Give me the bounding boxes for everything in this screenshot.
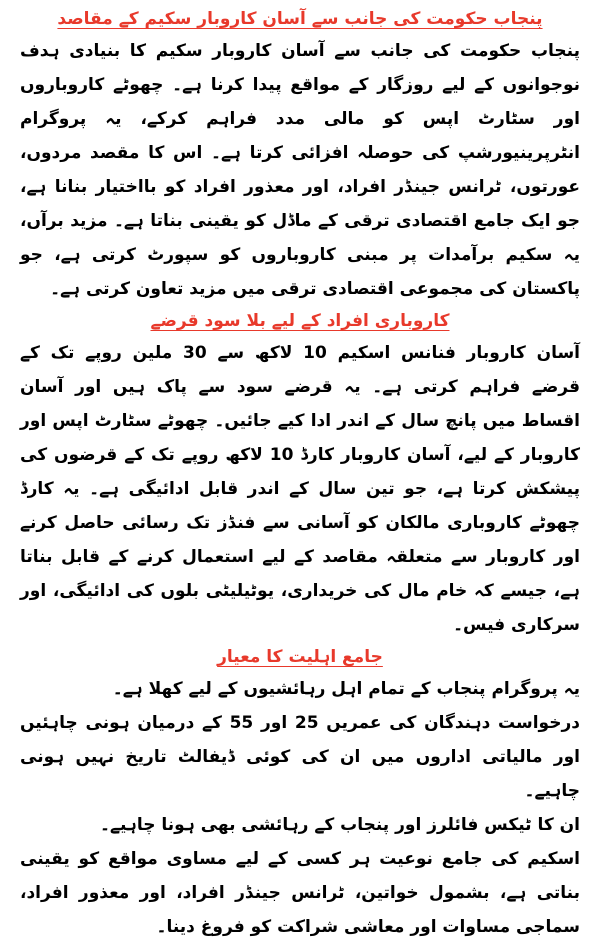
- eligibility-item: درخواست دہندگان کی عمریں 25 اور 55 کے درمیان ہونی چاہئیں اور مالیاتی اداروں میں ان کی کوئی ڈیفالٹ تاریخ نہیں ہونی چاہیے۔: [20, 713, 580, 801]
- section-heading-objectives-text: پنجاب حکومت کی جانب سے آسان کاروبار سکیم کے مقاصد: [57, 9, 543, 29]
- section-heading-loans: [20, 306, 580, 336]
- section-heading-eligibility-text: جامع اہلیت کا معیار: [217, 647, 383, 667]
- eligibility-item: یہ پروگرام پنجاب کے تمام اہل رہائشیوں کے لیے کھلا ہے۔: [112, 679, 580, 699]
- objectives-paragraph: پنجاب حکومت کی جانب سے آسان کاروبار سکیم کا بنیادی ہدف نوجوانوں کے لیے روزگار کے مواقع پیدا کرنا ہے۔ چھوٹے کاروباروں اور سٹارٹ اپس کو مالی مدد فراہم کرکے، یہ پروگرام انٹرپرینیورشپ کی حوصلہ افزائی کرتا ہے۔ اس کا مقصد مردوں، عورتوں، ٹرانس جینڈر افراد، اور معذور افراد کو بااختیار بنانا ہے، جو ایک جامع اقتصادی ترقی کے ماڈل کو یقینی بناتا ہے۔ مزید برآں، یہ سکیم برآمدات پر مبنی کاروباروں کو سپورٹ کرتی ہے، جو پاکستان کی مجموعی اقتصادی ترقی میں مزید تعاون کرتی ہے۔: [20, 41, 580, 299]
- section-heading-loans-text: کاروباری افراد کے لیے بلا سود قرضے: [150, 311, 450, 331]
- eligibility-item: ان کا ٹیکس فائلرز اور پنجاب کے رہائشی بھی ہونا چاہیے۔: [100, 815, 580, 835]
- eligibility-list: [20, 672, 580, 944]
- section-heading-eligibility: [20, 642, 580, 672]
- section-heading-objectives: [20, 4, 580, 34]
- eligibility-item: اسکیم کی جامع نوعیت ہر کسی کے لیے مساوی مواقع کو یقینی بناتی ہے، بشمول خواتین، ٹرانس جینڈر افراد، اور معذور افراد، سماجی مساوات اور معاشی شراکت کو فروغ دینا۔: [20, 849, 580, 937]
- loans-paragraph: آسان کاروبار فنانس اسکیم 10 لاکھ سے 30 ملین روپے تک کے قرضے فراہم کرتی ہے۔ یہ قرضے سود سے پاک ہیں اور آسان اقساط میں پانچ سال کے اندر ادا کیے جائیں۔ چھوٹے سٹارٹ اپس اور کاروبار کے لیے، آسان کاروبار کارڈ 10 لاکھ روپے تک کے قرضوں کی پیشکش کرتا ہے، جو تین سال کے اندر قابل ادائیگی ہے۔ یہ کارڈ چھوٹے کاروباری مالکان کو آسانی سے فنڈز تک رسائی حاصل کرنے اور کاروبار سے متعلقہ مقاصد کے لیے استعمال کرنے کے قابل بناتا ہے، جیسے کہ خام مال کی خریداری، یوٹیلیٹی بلوں کی ادائیگی، اور سرکاری فیس۔: [20, 343, 581, 635]
